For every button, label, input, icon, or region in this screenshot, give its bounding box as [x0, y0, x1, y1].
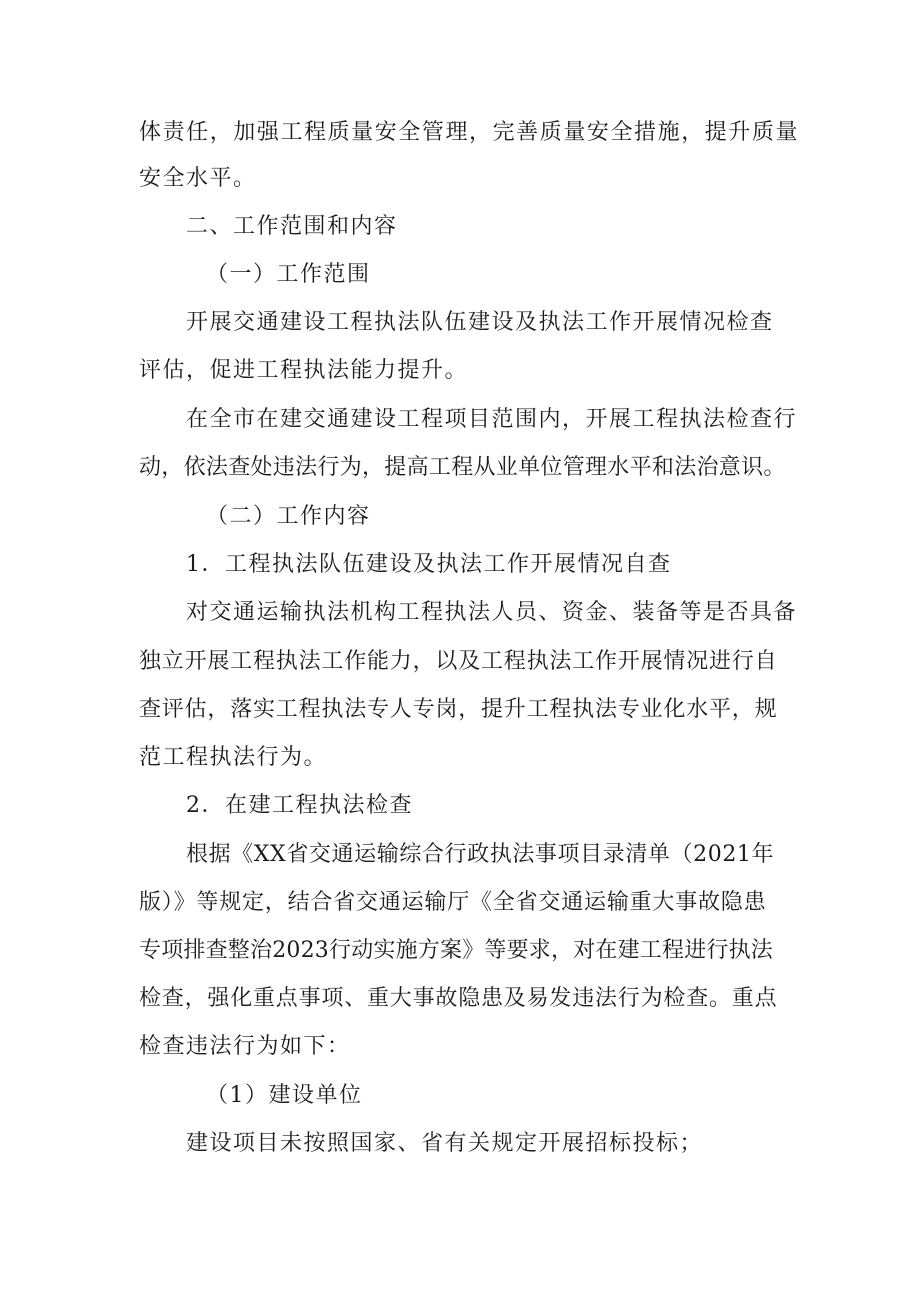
subsection-heading: （二）工作内容 [206, 504, 371, 529]
subsection-heading: （1）建设单位 [206, 1083, 363, 1108]
item-heading: 2．在建工程执法检查 [186, 793, 413, 818]
paragraph-line: 安全水平。 [139, 166, 257, 191]
paragraph-line: 检查违法行为如下： [139, 1034, 351, 1059]
paragraph-line: 查评估，落实工程执法专人专岗，提升工程执法专业化水平，规 [139, 697, 778, 722]
paragraph-line: 对交通运输执法机构工程执法人员、资金、装备等是否具备 [186, 600, 798, 625]
paragraph-line: 建设项目未按照国家、省有关规定开展招标投标； [186, 1131, 704, 1156]
paragraph-line: 独立开展工程执法工作能力，以及工程执法工作开展情况进行自 [139, 649, 778, 674]
section-heading: 二、工作范围和内容 [186, 214, 398, 239]
paragraph-line: 在全市在建交通建设工程项目范围内，开展工程执法检查行 [186, 407, 798, 432]
paragraph-line: 版）》等规定，结合省交通运输厅《全省交通运输重大事故隐患 [139, 890, 767, 915]
paragraph-line: 检查，强化重点事项、重大事故隐患及易发违法行为检查。重点 [139, 986, 778, 1011]
subsection-heading: （一）工作范围 [206, 262, 371, 287]
paragraph-line: 动，依法查处违法行为，提高工程从业单位管理水平和法治意识。 [139, 455, 786, 480]
paragraph-line: 根据《XX省交通运输综合行政执法事项目录清单（2021年 [186, 842, 775, 867]
paragraph-line: 体责任，加强工程质量安全管理，完善质量安全措施，提升质量 [139, 120, 799, 145]
paragraph-line: 范工程执法行为。 [139, 745, 328, 770]
item-heading: 1．工程执法队伍建设及执法工作开展情况自查 [186, 552, 672, 577]
paragraph-line: 开展交通建设工程执法队伍建设及执法工作开展情况检查 [186, 310, 774, 335]
paragraph-line: 评估，促进工程执法能力提升。 [139, 358, 469, 383]
paragraph-line: 专项排查整治2023行动实施方案》等要求，对在建工程进行执法 [139, 938, 773, 963]
